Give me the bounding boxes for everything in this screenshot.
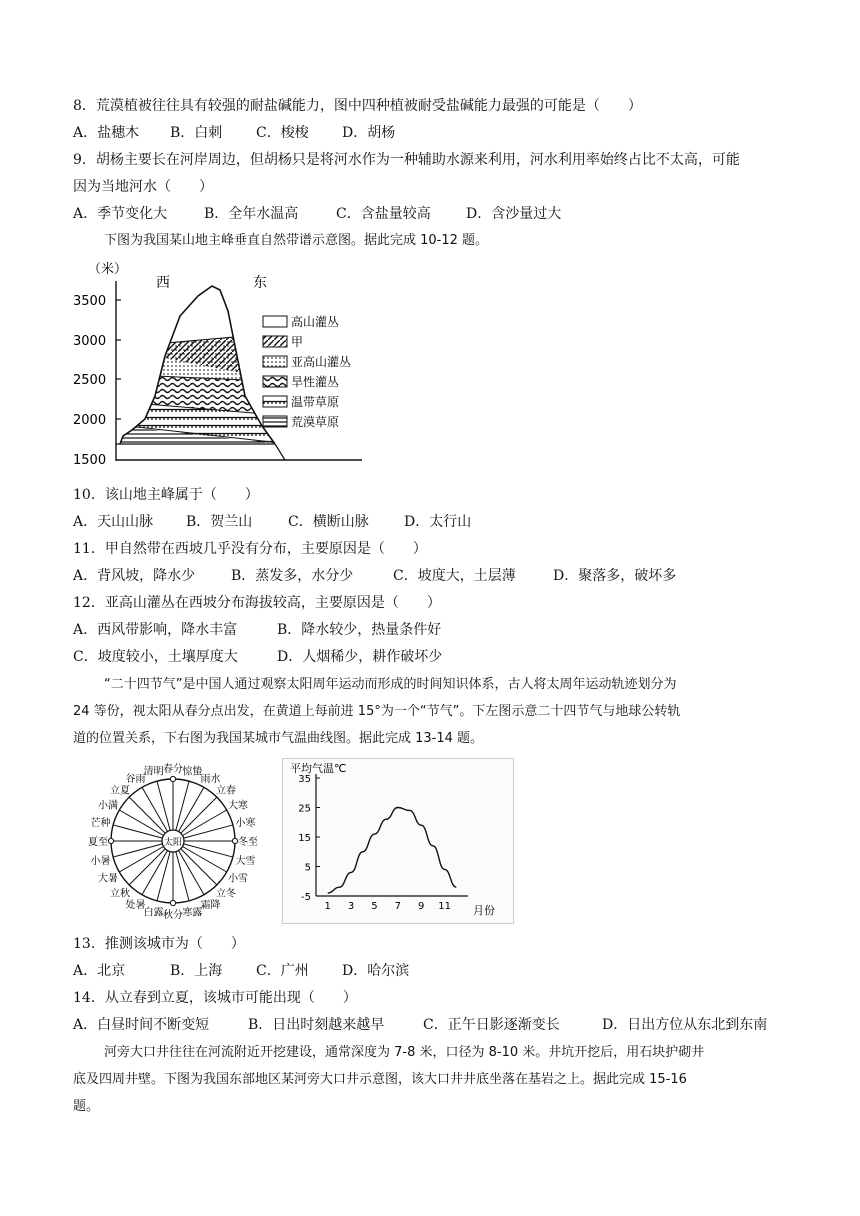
q8-options (73, 123, 395, 143)
solar-term-label: 立秋 (109, 888, 130, 900)
solar-term-label: 大寒 (227, 800, 248, 812)
q11-option-d: D．聚落多，破坏多 (553, 568, 677, 584)
legend-subalpine-shrub: 亚高山灌丛 (291, 355, 352, 369)
term-spoke (129, 797, 165, 833)
y-tick-3000: 3000 (73, 334, 107, 349)
x-tick-label: 7 (394, 901, 402, 912)
term-spoke (181, 849, 217, 885)
key-term-marker (170, 776, 175, 781)
y-tick-2000: 2000 (73, 413, 107, 428)
x-tick-label: 9 (418, 901, 425, 912)
q13-options (73, 961, 409, 981)
q9-option-d: D．含沙量过大 (466, 206, 562, 222)
y-tick-1500: 1500 (73, 453, 107, 468)
chart-title: 平均气温℃ (290, 762, 347, 775)
q13-option-c: C．广州 (256, 963, 309, 979)
intro-10-12: 下图为我国某山地主峰垂直自然带谱示意图。据此完成 10-12 题。 (104, 233, 489, 248)
q14-option-c: C．正午日影逐渐变长 (423, 1017, 560, 1033)
y-unit-label: （米） (88, 262, 128, 277)
solar-term-label: 春分 (163, 764, 183, 775)
term-spoke (113, 844, 162, 857)
solar-term-label: 小暑 (90, 855, 111, 867)
solar-term-label: 冬至 (238, 837, 258, 848)
q12-options-row2 (73, 647, 442, 667)
term-spoke (184, 844, 233, 857)
y-tick-label: -5 (301, 892, 311, 903)
q12-option-c: C．坡度较小，土壤厚度大 (73, 649, 238, 665)
term-spoke (129, 849, 165, 885)
term-spoke (113, 825, 162, 838)
legend-alpine-shrub: 高山灌丛 (291, 315, 340, 329)
east-label: 东 (253, 275, 267, 291)
intro-13-14-line1: “二十四节气”是中国人通过观察太阳周年运动而形成的时间知识体系，古人将太周年运动轨迹划分为 (104, 677, 677, 692)
intro-13-14-line2: 24 等份，视太阳从春分点出发，在黄道上每前进 15°为一个“节气”。下左图示意二十四节气与地球公转轨 (73, 704, 681, 719)
q8-option-a: A．盐穗木 (73, 125, 140, 141)
q14-stem: 14．从立春到立夏，该城市可能出现（ ） (73, 990, 357, 1006)
q13-option-d: D．哈尔滨 (342, 963, 410, 979)
q12-option-a: A．西风带影响，降水丰富 (73, 622, 238, 638)
temperature-chart (282, 758, 514, 924)
q10-options (73, 512, 471, 532)
solar-term-label: 小满 (98, 800, 119, 812)
q9-option-a: A．季节变化大 (73, 206, 168, 222)
y-tick-2500: 2500 (73, 373, 107, 388)
intro-13-14-line3: 道的位置关系，下右图为我国某城市气温曲线图。据此完成 13-14 题。 (73, 731, 484, 746)
y-tick-label: 35 (298, 774, 311, 785)
q10-option-b: B．贺兰山 (186, 514, 253, 530)
q8-option-c: C．梭梭 (256, 125, 309, 141)
solar-term-label: 芒种 (90, 818, 111, 830)
intro-15-16-line1: 河旁大口井往往在河流附近开挖建设，通常深度为 7-8 米，口径为 8-10 米。井坑开挖后，用石块护砌井 (104, 1045, 705, 1060)
q9-options (73, 204, 561, 224)
term-spoke (184, 825, 233, 838)
solar-term-label: 大雪 (235, 855, 256, 867)
solar-term-label: 立春 (216, 785, 237, 797)
key-term-marker (170, 900, 175, 905)
solar-term-label: 处暑 (125, 900, 146, 912)
solar-terms-diagram (78, 758, 268, 924)
solar-term-label: 寒露 (182, 907, 203, 919)
q14-option-d: D．日出方位从东北到东南 (602, 1017, 768, 1033)
sun-label: 太阳 (163, 838, 183, 848)
q11-option-a: A．背风坡，降水少 (73, 568, 196, 584)
solar-term-label: 立冬 (216, 888, 237, 900)
west-label: 西 (156, 275, 170, 291)
solar-term-label: 清明 (143, 766, 164, 778)
key-term-marker (108, 838, 113, 843)
q13-stem: 13．推测该城市为（ ） (73, 936, 245, 952)
solar-term-label: 大暑 (98, 873, 119, 885)
solar-term-label: 惊蛰 (182, 766, 203, 778)
q10-option-c: C．横断山脉 (288, 514, 369, 530)
intro-15-16-line3: 题。 (73, 1099, 100, 1114)
legend-xeric-shrub: 旱性灌丛 (291, 375, 340, 389)
x-axis-label: 月份 (473, 904, 495, 917)
q12-stem: 12．亚高山灌丛在西坡分布海拔较高，主要原因是（ ） (73, 595, 441, 611)
q14-option-b: B．日出时刻越来越早 (248, 1017, 385, 1033)
x-tick-label: 11 (438, 901, 451, 912)
legend-temperate-steppe: 温带草原 (291, 395, 340, 409)
q11-options (73, 566, 676, 586)
solar-term-label: 小寒 (235, 818, 256, 830)
intro-15-16-line2: 底及四周井壁。下图为我国东部地区某河旁大口井示意图，该大口井井底坐落在基岩之上。据此完成 15-16 (73, 1072, 687, 1087)
q13-option-b: B．上海 (170, 963, 223, 979)
solar-term-label: 秋分 (163, 910, 183, 921)
q12-option-d: D．人烟稀少，耕作破坏少 (277, 649, 443, 665)
solar-term-label: 夏至 (88, 837, 108, 848)
legend-desert-steppe: 荒漠草原 (291, 415, 340, 429)
q11-stem: 11．甲自然带在西坡几乎没有分布，主要原因是（ ） (73, 541, 427, 557)
y-tick-3500: 3500 (73, 294, 107, 309)
q9-option-b: B．全年水温高 (204, 206, 299, 222)
solar-term-label: 小雪 (227, 873, 248, 885)
y-tick-label: 25 (298, 803, 311, 815)
term-spoke (181, 797, 217, 833)
q10-option-a: A．天山山脉 (73, 514, 154, 530)
q14-options (73, 1015, 767, 1035)
mountain-legend (263, 314, 351, 429)
q8-option-d: D．胡杨 (342, 125, 396, 141)
x-tick-label: 3 (347, 901, 355, 912)
y-tick-label: 15 (298, 833, 311, 844)
q8-option-b: B．白刺 (170, 125, 223, 141)
legend-jia: 甲 (291, 335, 304, 349)
x-tick-label: 5 (371, 901, 378, 912)
q13-option-a: A．北京 (73, 963, 126, 979)
solar-term-label: 谷雨 (125, 773, 146, 785)
solar-term-label: 雨水 (200, 773, 221, 785)
q12-option-b: B．降水较少，热量条件好 (277, 622, 442, 638)
q11-option-b: B．蒸发多，水分少 (231, 568, 354, 584)
term-spoke (176, 852, 189, 901)
x-tick-label: 1 (324, 901, 331, 912)
q9-stem-line1: 9．胡杨主要长在河岸周边，但胡杨只是将河水作为一种辅助水源来利用，河水利用率始终占比不太高，可能 (73, 152, 740, 168)
q9-option-c: C．含盐量较高 (336, 206, 431, 222)
q12-options-row1 (73, 620, 441, 640)
q10-stem: 10．该山地主峰属于（ ） (73, 487, 259, 503)
y-tick-label: 5 (304, 862, 311, 874)
term-spoke (176, 781, 189, 830)
solar-term-label: 霜降 (200, 900, 221, 912)
term-spoke (157, 781, 170, 830)
solar-term-label: 立夏 (109, 785, 130, 797)
q11-option-c: C．坡度大，土层薄 (393, 568, 516, 584)
solar-term-label: 白露 (143, 907, 164, 919)
term-spoke (157, 852, 170, 901)
q10-option-d: D．太行山 (404, 514, 472, 530)
q9-stem-line2: 因为当地河水（ ） (73, 179, 213, 195)
key-term-marker (232, 838, 237, 843)
q14-option-a: A．白昼时间不断变短 (73, 1017, 210, 1033)
mountain-zonation-figure (70, 256, 370, 476)
q8-stem: 8．荒漠植被往往具有较强的耐盐碱能力，图中四种植被耐受盐碱能力最强的可能是（ ） (73, 98, 642, 114)
